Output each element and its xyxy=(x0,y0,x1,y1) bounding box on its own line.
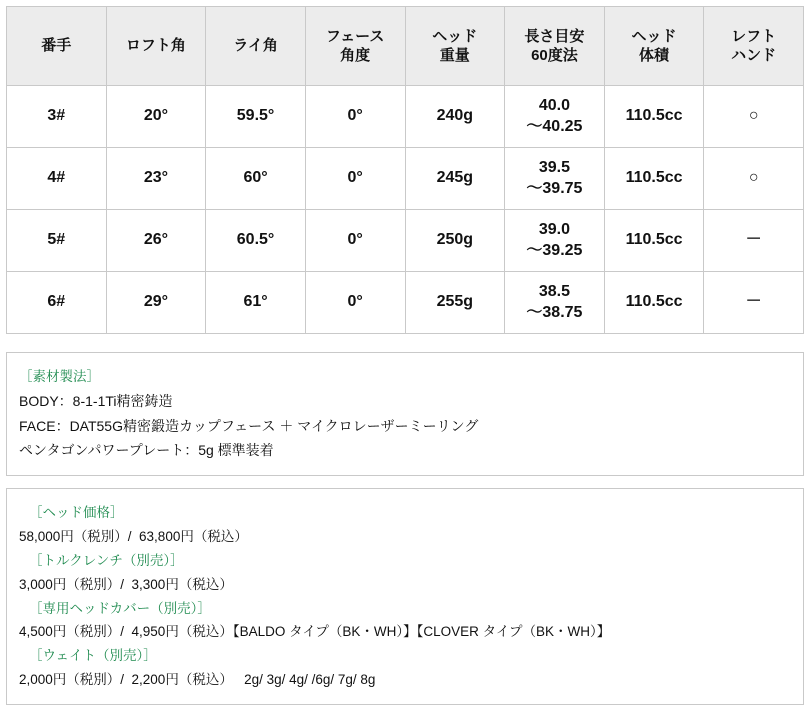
cell-left-hand: － xyxy=(704,210,804,272)
cell-face-angle: 0° xyxy=(305,210,405,272)
cell-lie: 60° xyxy=(206,148,306,210)
cell-face-angle: 0° xyxy=(305,272,405,334)
header-line-1: ヘッド xyxy=(631,27,677,45)
column-header-number xyxy=(7,7,107,86)
column-header-head-volume xyxy=(604,7,704,86)
spec-table-head xyxy=(7,7,804,86)
cell-head-volume: 110.5cc xyxy=(604,272,704,334)
table-row xyxy=(7,210,804,272)
table-row xyxy=(7,272,804,334)
cell-length-line-1: 38.5 xyxy=(538,282,570,300)
cell-loft: 23° xyxy=(106,148,206,210)
material-heading: ［素材製法］ xyxy=(19,369,100,384)
cell-length-line-1: 40.0 xyxy=(538,96,570,114)
header-line-1: ヘッド xyxy=(432,27,478,45)
column-header-lie xyxy=(206,7,306,86)
cell-face-angle: 0° xyxy=(305,148,405,210)
cell-left-hand: ○ xyxy=(704,148,804,210)
cell-length-line-2: 〜38.75 xyxy=(526,303,583,321)
cell-head-volume: 110.5cc xyxy=(604,148,704,210)
spec-table-body xyxy=(7,86,804,334)
torque-wrench-heading: ［トルクレンチ（別売）］ xyxy=(29,552,184,568)
header-line-2: ハンド xyxy=(731,47,777,64)
column-header-head-weight xyxy=(405,7,505,86)
table-row xyxy=(7,148,804,210)
material-plate-line: ペンタゴンパワープレート：5g 標準装着 xyxy=(19,442,274,459)
header-line-1: レフト xyxy=(731,27,777,45)
header-line-2: 角度 xyxy=(340,47,371,64)
cell-lie: 60.5° xyxy=(206,210,306,272)
material-panel xyxy=(6,352,804,476)
cell-length-line-2: 〜39.25 xyxy=(526,241,583,259)
cell-length-line-2: 〜39.75 xyxy=(526,179,583,197)
header-line-1: フェース xyxy=(325,27,385,45)
weight-value: 2,000円（税別）/ 2,200円（税込） 2g/ 3g/ 4g/ /6g/ 7g/ 8g xyxy=(19,671,376,687)
header-line-1: ロフト角 xyxy=(125,37,186,55)
cell-left-hand: － xyxy=(704,272,804,334)
cell-loft: 20° xyxy=(106,86,206,148)
spec-table-header-row xyxy=(7,7,804,86)
cell-left-hand: ○ xyxy=(704,86,804,148)
table-row xyxy=(7,86,804,148)
cell-length-line-1: 39.0 xyxy=(538,220,570,238)
column-header-loft xyxy=(106,7,206,86)
cell-length xyxy=(505,148,605,210)
cell-head-volume: 110.5cc xyxy=(604,86,704,148)
header-line-2: 重量 xyxy=(439,47,470,64)
material-face-line: FACE：DAT55G精密鍛造カップフェース ＋ マイクロレーザーミーリング xyxy=(19,417,479,434)
cell-loft: 26° xyxy=(106,210,206,272)
head-cover-heading: ［専用ヘッドカバー（別売）］ xyxy=(29,600,211,616)
cell-head-weight: 250g xyxy=(405,210,505,272)
cell-length xyxy=(505,210,605,272)
header-line-1: 番手 xyxy=(41,37,72,55)
header-line-1: ライ角 xyxy=(233,37,278,55)
material-body-line: BODY：8-1-1Ti精密鋳造 xyxy=(19,392,173,409)
column-header-face-angle xyxy=(305,7,405,86)
torque-wrench-value: 3,000円（税別）/ 3,300円（税込） xyxy=(19,576,233,592)
cell-number: 3# xyxy=(7,86,107,148)
cell-head-weight: 255g xyxy=(405,272,505,334)
cell-head-weight: 245g xyxy=(405,148,505,210)
cell-lie: 61° xyxy=(206,272,306,334)
cell-face-angle: 0° xyxy=(305,86,405,148)
header-line-2: 60度法 xyxy=(531,47,578,64)
cell-number: 5# xyxy=(7,210,107,272)
header-line-2: 体積 xyxy=(639,47,670,64)
cell-head-volume: 110.5cc xyxy=(604,210,704,272)
head-price-heading: ［ヘッド価格］ xyxy=(29,505,124,521)
head-price-value: 58,000円（税別）/ 63,800円（税込） xyxy=(19,528,248,544)
cell-head-weight: 240g xyxy=(405,86,505,148)
cell-loft: 29° xyxy=(106,272,206,334)
head-cover-value: 4,500円（税別）/ 4,950円（税込）【BALDO タイプ（BK・WH）】【CLOVER タイプ（BK・WH）】 xyxy=(19,624,611,640)
spec-table-container xyxy=(0,0,810,334)
cell-lie: 59.5° xyxy=(206,86,306,148)
cell-length-line-1: 39.5 xyxy=(538,158,570,176)
spec-table xyxy=(6,6,804,334)
cell-number: 4# xyxy=(7,148,107,210)
cell-length xyxy=(505,272,605,334)
column-header-left-hand xyxy=(704,7,804,86)
column-header-length xyxy=(505,7,605,86)
header-line-1: 長さ目安 xyxy=(524,27,585,45)
cell-number: 6# xyxy=(7,272,107,334)
cell-length xyxy=(505,86,605,148)
cell-length-line-2: 〜40.25 xyxy=(526,117,583,135)
weight-heading: ［ウェイト（別売）］ xyxy=(29,648,157,664)
price-panel xyxy=(6,488,804,705)
